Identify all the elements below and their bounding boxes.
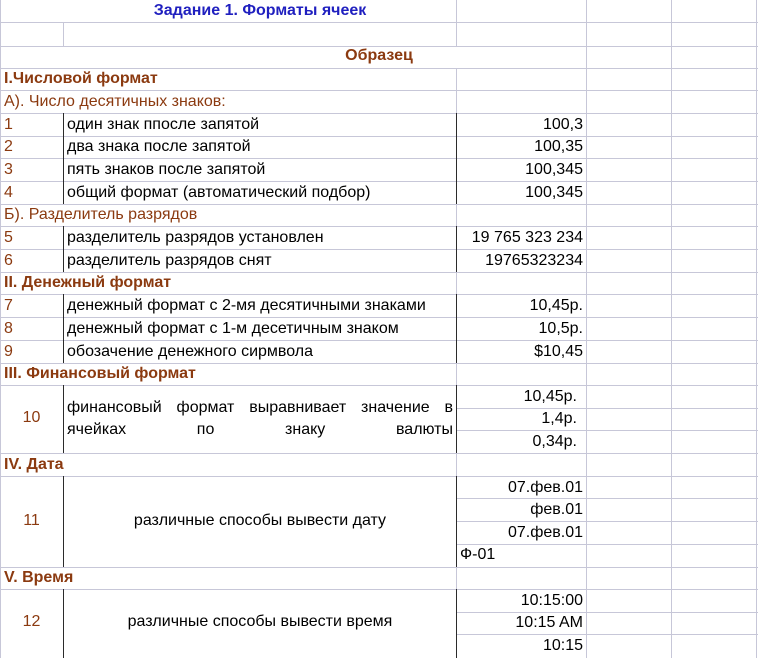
gridline	[756, 0, 757, 658]
row-description[interactable]: обозачение денежного сирмвола	[67, 343, 314, 360]
subsection-decimals[interactable]: А). Число десятичных знаков:	[4, 93, 226, 110]
gridline	[0, 385, 758, 386]
row-number[interactable]: 2	[4, 138, 13, 155]
date-value[interactable]: фев.01	[530, 501, 583, 518]
gridline	[0, 453, 758, 454]
gridline	[456, 521, 758, 522]
gridline	[0, 158, 758, 159]
gridline	[586, 0, 587, 658]
financial-value[interactable]: 0,34р.	[532, 433, 577, 450]
row-number[interactable]: 4	[4, 184, 13, 201]
gridline	[0, 181, 758, 182]
row-value[interactable]: 19 765 323 234	[471, 229, 583, 246]
row-description[interactable]: денежный формат с 1-м десетичным знаком	[67, 320, 399, 337]
gridline	[456, 272, 457, 294]
gridline	[456, 453, 457, 476]
row-description[interactable]: финансовый формат выравнивает значение в ячейках по знаку валюты	[67, 399, 453, 438]
section-numeric[interactable]: I.Числовой формат	[4, 70, 158, 87]
row-description[interactable]: общий формат (автоматический подбор)	[67, 184, 371, 201]
row-value[interactable]: 19765323234	[485, 252, 583, 269]
financial-value[interactable]: 10,45р.	[523, 388, 577, 405]
row-description[interactable]: разделитель разрядов снят	[67, 252, 272, 269]
date-value[interactable]: 07.фев.01	[507, 479, 583, 496]
row-description[interactable]: различные способы вывести дату	[133, 512, 387, 529]
row-number[interactable]: 7	[4, 297, 13, 314]
cell-border	[63, 385, 64, 453]
section-financial[interactable]: III. Финансовый формат	[4, 365, 196, 382]
cell-border	[63, 294, 64, 363]
row-number[interactable]: 3	[4, 161, 13, 178]
row-description[interactable]: два знака после запятой	[67, 138, 251, 155]
gridline	[0, 226, 758, 227]
row-description[interactable]: различные способы вывести время	[127, 613, 393, 630]
row-value[interactable]: 100,3	[542, 116, 583, 133]
row-value[interactable]: 100,345	[525, 161, 583, 178]
time-value[interactable]: 10:15	[542, 637, 583, 654]
time-value[interactable]: 10:15:00	[520, 592, 583, 609]
section-date[interactable]: IV. Дата	[4, 456, 64, 473]
row-number[interactable]: 12	[22, 613, 41, 630]
gridline	[456, 567, 457, 589]
row-number[interactable]: 8	[4, 320, 13, 337]
date-value[interactable]: 07.фев.01	[507, 524, 583, 541]
row-value[interactable]: 10,5р.	[538, 320, 583, 337]
row-description[interactable]: денежный формат с 2-мя десятичными знаками	[67, 297, 426, 314]
gridline	[63, 22, 64, 46]
section-money[interactable]: II. Денежный формат	[4, 274, 172, 291]
gridline	[0, 90, 758, 91]
sample-header[interactable]: Образец	[345, 47, 413, 64]
gridline	[0, 113, 758, 114]
cell-border	[63, 113, 64, 204]
gridline	[456, 204, 457, 226]
subsection-separator[interactable]: Б). Разделитель разрядов	[4, 206, 198, 223]
row-value[interactable]: 100,345	[525, 184, 583, 201]
row-description[interactable]: разделитель разрядов установлен	[67, 229, 324, 246]
sheet-title[interactable]: Задание 1. Форматы ячеек	[153, 2, 367, 19]
gridline	[456, 430, 758, 431]
time-value[interactable]: 10:15 AM	[515, 614, 583, 631]
row-description[interactable]: пять знаков после запятой	[67, 161, 266, 178]
row-value[interactable]: $10,45	[534, 343, 583, 360]
cell-border	[63, 226, 64, 272]
gridline	[0, 22, 758, 23]
gridline	[456, 363, 457, 385]
gridline	[456, 634, 758, 635]
gridline	[0, 317, 758, 318]
row-number[interactable]: 9	[4, 343, 13, 360]
row-number[interactable]: 5	[4, 229, 13, 246]
gridline	[456, 544, 758, 545]
financial-value[interactable]: 1,4р.	[541, 410, 577, 427]
gridline	[456, 498, 758, 499]
row-number[interactable]: 11	[23, 512, 40, 529]
row-value[interactable]: 10,45р.	[529, 297, 583, 314]
gridline	[0, 567, 758, 568]
gridline	[0, 589, 758, 590]
row-value[interactable]: 100,35	[534, 138, 583, 155]
gridline	[456, 0, 457, 46]
row-number[interactable]: 1	[4, 116, 13, 133]
gridline	[0, 340, 758, 341]
section-time[interactable]: V. Время	[4, 569, 74, 586]
gridline	[0, 294, 758, 295]
row-number[interactable]: 10	[22, 409, 41, 426]
date-value[interactable]: Ф-01	[460, 546, 496, 563]
gridline	[671, 0, 672, 658]
row-number[interactable]: 6	[4, 252, 13, 269]
gridline	[0, 0, 1, 658]
row-description[interactable]: один знак ппосле запятой	[67, 116, 260, 133]
gridline	[0, 476, 758, 477]
gridline	[0, 249, 758, 250]
